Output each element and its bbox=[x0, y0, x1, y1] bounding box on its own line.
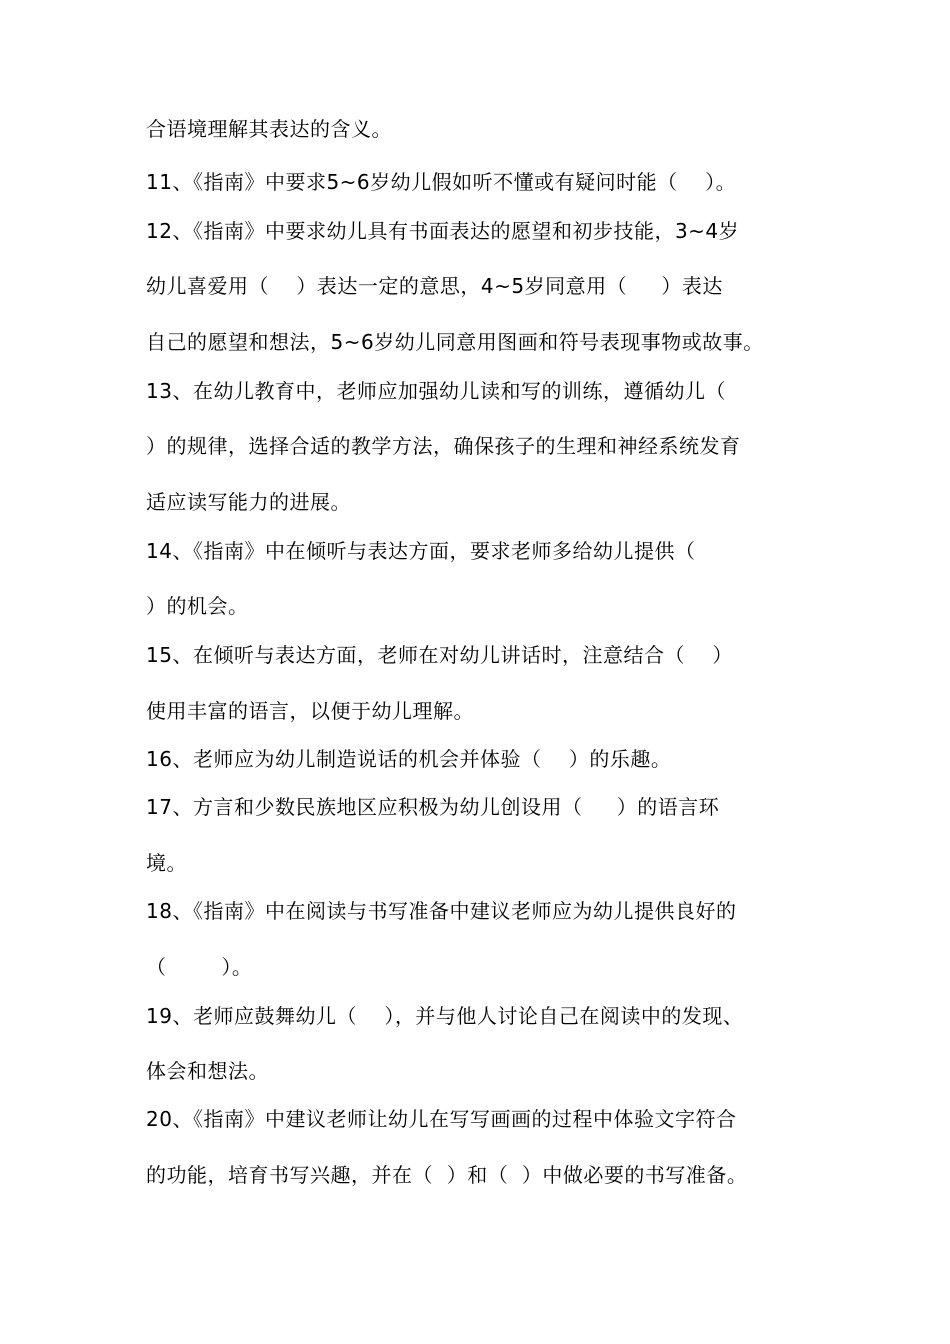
question-18: 18、《指南》中在阅读与书写准备中建议老师应为幼儿提供良好的 bbox=[146, 899, 737, 923]
question-15: 15、在倾听与表达方面，老师在对幼儿讲话时，注意结合（ ） bbox=[146, 643, 733, 667]
text-line: 使用丰富的语言，以便于幼儿理解。 bbox=[146, 699, 474, 723]
question-12: 12、《指南》中要求幼儿具有书面表达的愿望和初步技能，3~4岁 bbox=[146, 219, 740, 243]
question-16: 16、老师应为幼儿制造说话的机会并体验（ ）的乐趣。 bbox=[146, 747, 672, 771]
question-13: 13、在幼儿教育中，老师应加强幼儿读和写的训练，遵循幼儿（ bbox=[146, 379, 726, 403]
text-line: 体会和想法。 bbox=[146, 1059, 269, 1083]
question-20: 20、《指南》中建议老师让幼儿在写写画画的过程中体验文字符合 bbox=[146, 1107, 737, 1131]
text-line: 的功能，培育书写兴趣，并在（ ）和（ ）中做必要的书写准备。 bbox=[146, 1163, 748, 1187]
text-line: ）的规律，选择合适的教学方法，确保孩子的生理和神经系统发育 bbox=[146, 434, 741, 458]
text-line: ）的机会。 bbox=[146, 594, 249, 618]
question-17: 17、方言和少数民族地区应积极为幼儿创设用（ ）的语言环 bbox=[146, 795, 720, 819]
text-line: （ ）。 bbox=[146, 955, 253, 979]
question-19: 19、老师应鼓舞幼儿（ ），并与他人讨论自己在阅读中的发现、 bbox=[146, 1004, 744, 1028]
text-line: 适应读写能力的进展。 bbox=[146, 490, 351, 514]
text-line: 自己的愿望和想法，5~6岁幼儿同意用图画和符号表现事物或故事。 bbox=[146, 330, 764, 354]
text-line: 幼儿喜爱用（ ）表达一定的意思，4~5岁同意用（ ）表达 bbox=[146, 274, 723, 298]
text-line: 合语境理解其表达的含义。 bbox=[146, 117, 392, 141]
question-14: 14、《指南》中在倾听与表达方面，要求老师多给幼儿提供（ bbox=[146, 539, 696, 563]
text-line: 境。 bbox=[146, 851, 187, 875]
question-11: 11、《指南》中要求5~6岁幼儿假如听不懂或有疑问时能（ ）。 bbox=[146, 170, 737, 194]
